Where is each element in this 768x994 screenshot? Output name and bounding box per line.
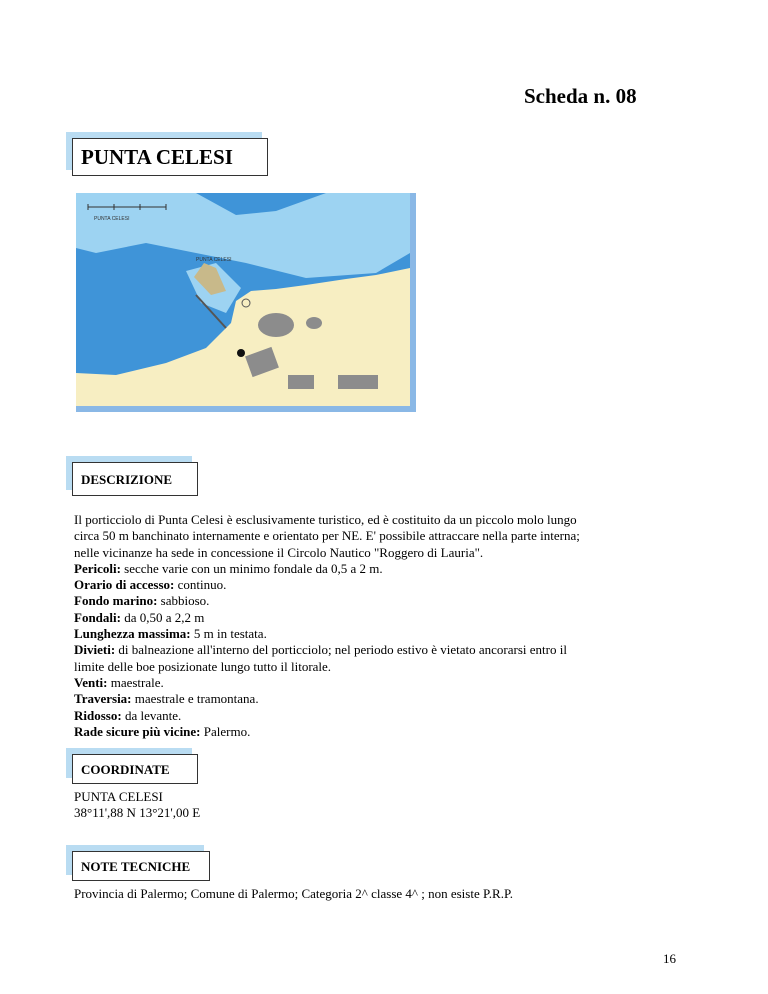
map-building [288, 375, 314, 389]
descrizione-text [74, 512, 694, 740]
coordinate-name: PUNTA CELESI [74, 789, 163, 804]
scheda-number: Scheda n. 08 [524, 84, 637, 108]
coordinate-value: 38°11',88 N 13°21',00 E [74, 805, 201, 821]
field-pericoli: Pericoli: secche varie con un minimo fondale da 0,5 a 2 m. [74, 560, 383, 576]
descrizione-heading: DESCRIZIONE [72, 462, 198, 496]
harbor-map [76, 193, 416, 412]
page-number: 16 [663, 951, 676, 966]
field-traversia: Traversia: maestrale e tramontana. [74, 691, 259, 707]
field-orario: Orario di accesso: continuo. [74, 577, 227, 593]
intro-line: Il porticciolo di Punta Celesi è esclusivamente turistico, ed è costituito da un piccolo molo lungo [74, 512, 577, 527]
field-lunghezza: Lunghezza massima: 5 m in testata. [74, 626, 267, 642]
coordinate-text [74, 789, 694, 822]
field-ridosso: Ridosso: da levante. [74, 707, 182, 723]
map-building [258, 313, 294, 337]
note-heading: NOTE TECNICHE [72, 851, 210, 881]
field-divieti-cont: limite delle boe posizionate lungo tutto il litorale. [74, 658, 332, 674]
coordinate-heading: COORDINATE [72, 754, 198, 784]
title-box [66, 132, 270, 178]
field-fondo: Fondo marino: sabbioso. [74, 593, 210, 609]
map-marker [237, 349, 245, 357]
map-building [306, 317, 322, 329]
map-svg [76, 193, 416, 412]
field-divieti: Divieti: di balneazione all'interno del porticciolo; nel periodo estivo è vietato ancorarsi entro il [74, 642, 567, 658]
coordinate-box [66, 748, 200, 786]
map-building [338, 375, 378, 389]
intro-line: circa 50 m banchinato internamente e orientato per NE. E' possibile attraccare nella parte interna; [74, 528, 580, 544]
field-rade: Rade sicure più vicine: Palermo. [74, 723, 251, 739]
note-text: Provincia di Palermo; Comune di Palermo; Categoria 2^ classe 4^ ; non esiste P.R.P. [74, 886, 513, 901]
descrizione-box [66, 456, 200, 498]
note-box [66, 845, 212, 883]
intro-line: nelle vicinanze ha sede in concessione il Circolo Nautico "Roggero di Lauria". [74, 544, 484, 560]
page-title: PUNTA CELESI [72, 138, 268, 176]
field-fondali: Fondali: da 0,50 a 2,2 m [74, 609, 205, 625]
map-scale-label: PUNTA CELESI [94, 216, 130, 222]
field-venti: Venti: maestrale. [74, 674, 164, 690]
map-label: PUNTA CELESI [196, 257, 232, 263]
